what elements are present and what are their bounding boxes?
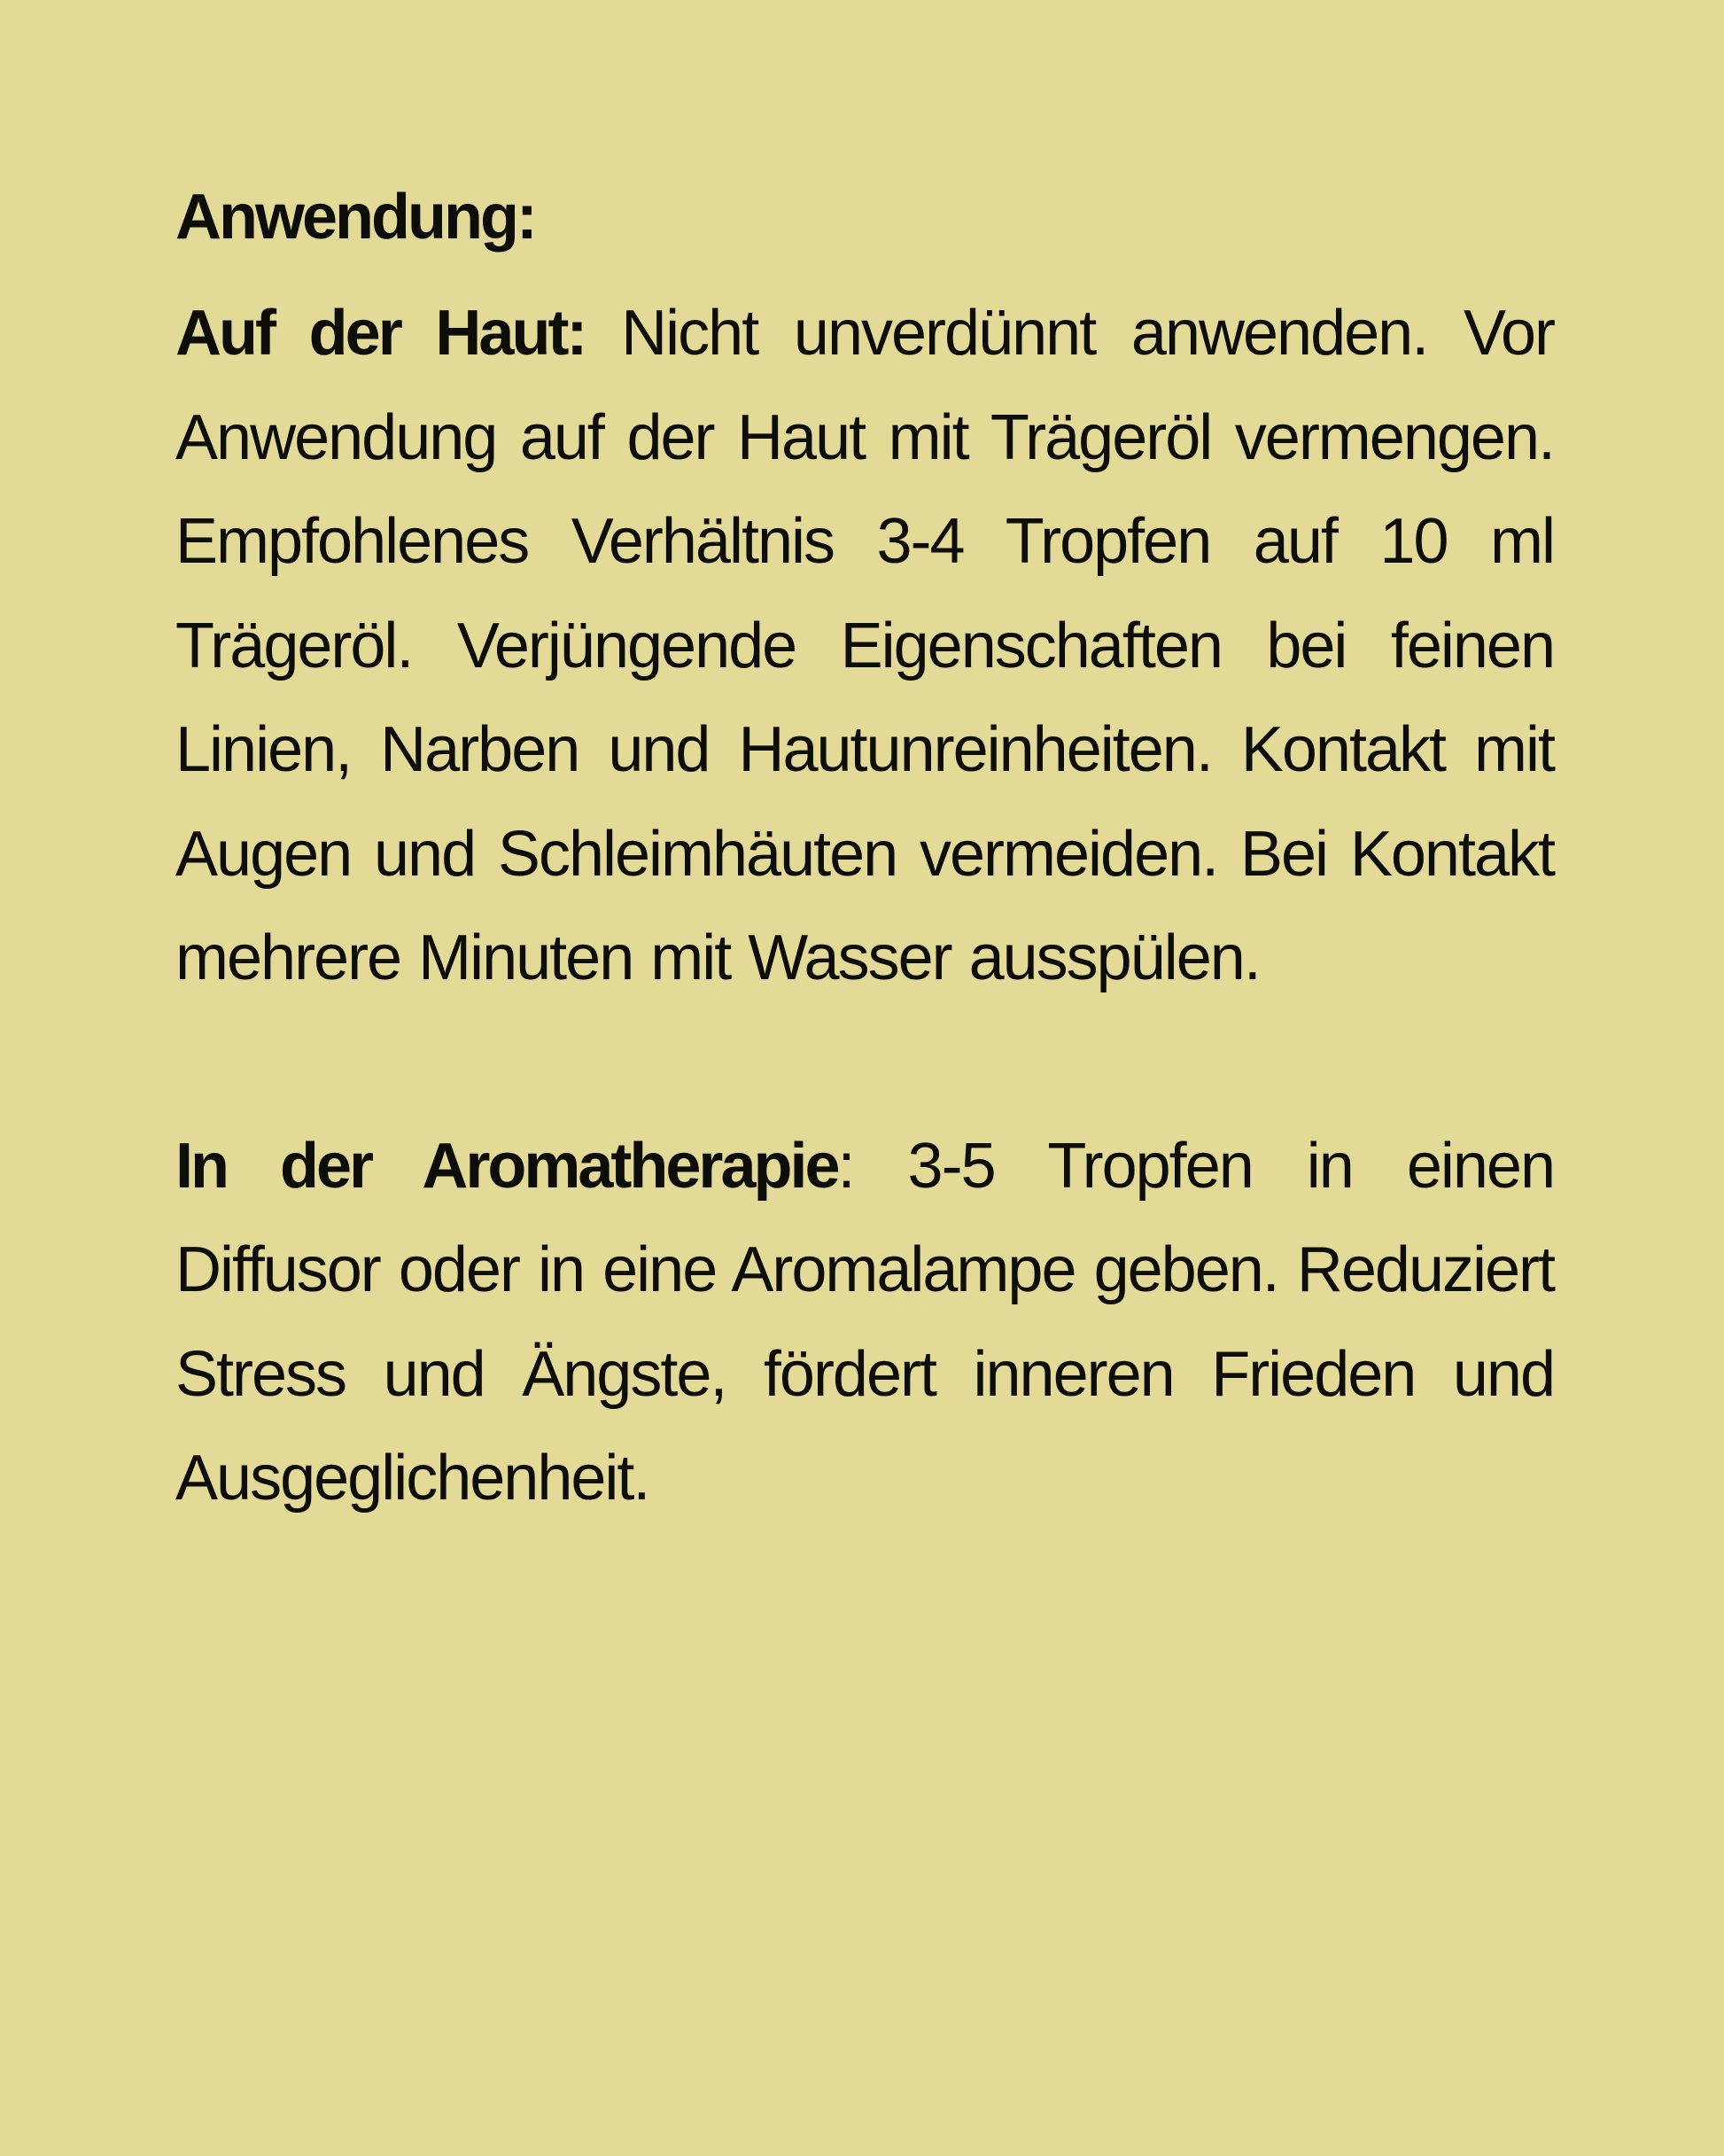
usage-instructions — [175, 177, 1554, 1531]
paragraph-spacer — [175, 1011, 1554, 1115]
aromatherapy-usage-paragraph — [175, 1115, 1554, 1531]
skin-usage-label: Auf der Haut: — [175, 298, 586, 369]
aromatherapy-usage-text: : 3-5 Tropfen in einen Diffusor oder in eine Aromalampe geben. Reduziert Stress und Ängste, fördert inneren Frieden und Ausgeglichenheit. — [175, 1130, 1555, 1514]
skin-usage-paragraph — [175, 282, 1554, 1011]
skin-usage-text: Nicht unverdünnt anwenden. Vor Anwendung auf der Haut mit Trägeröl vermengen. Empfohlenes Verhältnis 3-4 Tropfen auf 10 ml Trägeröl. Verjüngende Eigenschaften bei feinen Linien, Narben und Hautunreinheiten. Kontakt mit Augen und Schleimhäuten vermeiden. Bei Kontakt mehrere Minuten mit Wasser ausspülen. — [175, 298, 1555, 993]
section-heading: Anwendung: — [175, 182, 535, 253]
aromatherapy-usage-label: In der Aromatherapie — [175, 1130, 838, 1202]
